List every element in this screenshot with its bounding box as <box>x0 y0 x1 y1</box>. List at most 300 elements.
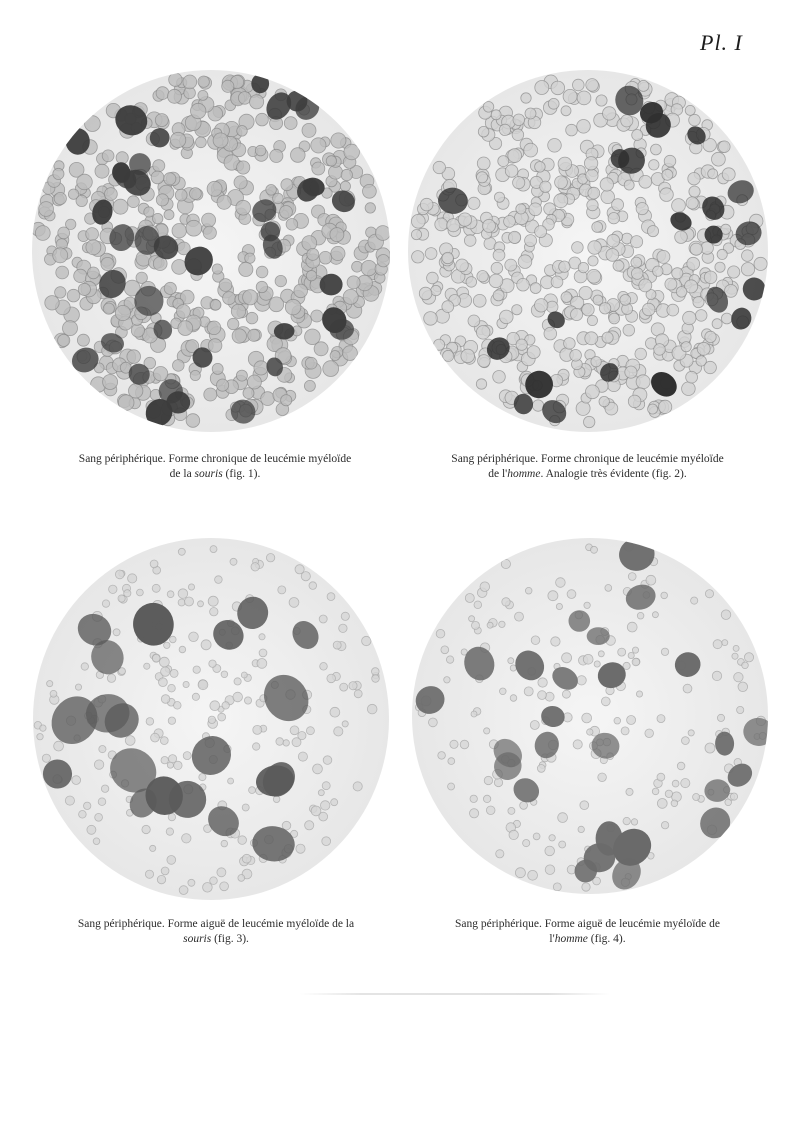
red-blood-cell <box>238 92 251 105</box>
red-blood-cell <box>198 601 204 607</box>
red-blood-cell <box>125 736 135 746</box>
red-blood-cell <box>606 249 619 262</box>
red-blood-cell <box>341 612 349 620</box>
red-blood-cell <box>39 202 54 217</box>
red-blood-cell <box>582 713 592 723</box>
red-blood-cell <box>326 156 336 166</box>
red-blood-cell <box>573 740 582 749</box>
red-blood-cell <box>559 261 570 272</box>
red-blood-cell <box>86 228 99 241</box>
red-blood-cell <box>178 589 188 599</box>
red-blood-cell <box>331 246 345 260</box>
red-blood-cell <box>198 680 208 690</box>
red-blood-cell <box>179 886 188 895</box>
red-blood-cell <box>586 79 599 92</box>
red-blood-cell <box>583 654 593 664</box>
red-blood-cell <box>311 138 326 153</box>
red-blood-cell <box>353 782 362 791</box>
leukocyte <box>548 662 582 694</box>
red-blood-cell <box>682 382 696 396</box>
red-blood-cell <box>341 169 352 180</box>
red-blood-cell <box>638 80 649 91</box>
red-blood-cell <box>689 114 701 126</box>
red-blood-cell <box>223 292 236 305</box>
red-blood-cell <box>681 779 690 788</box>
red-blood-cell <box>160 737 168 745</box>
red-blood-cell <box>478 126 489 137</box>
red-blood-cell <box>35 226 50 241</box>
red-blood-cell <box>548 139 562 153</box>
red-blood-cell <box>182 834 191 843</box>
red-blood-cell <box>631 236 643 248</box>
red-blood-cell <box>564 338 576 350</box>
micrograph-fig-4-cells <box>412 538 768 894</box>
red-blood-cell <box>545 846 555 856</box>
red-blood-cell <box>704 271 717 284</box>
red-blood-cell <box>266 554 274 562</box>
red-blood-cell <box>649 160 659 170</box>
leukocyte <box>256 756 301 803</box>
red-blood-cell <box>76 195 87 206</box>
red-blood-cell <box>715 262 725 272</box>
caption-fig-3-species: souris <box>183 933 212 945</box>
red-blood-cell <box>571 308 583 320</box>
red-blood-cell <box>712 152 726 166</box>
red-blood-cell <box>613 260 624 271</box>
red-blood-cell <box>632 130 643 141</box>
red-blood-cell <box>367 704 377 714</box>
red-blood-cell <box>221 671 228 678</box>
red-blood-cell <box>78 283 90 295</box>
red-blood-cell <box>306 727 314 735</box>
red-blood-cell <box>690 243 702 255</box>
red-blood-cell <box>701 242 714 255</box>
red-blood-cell <box>614 717 621 724</box>
red-blood-cell <box>283 740 289 746</box>
red-blood-cell <box>157 875 165 883</box>
red-blood-cell <box>468 315 480 327</box>
red-blood-cell <box>708 169 718 179</box>
red-blood-cell <box>273 193 284 204</box>
red-blood-cell <box>203 226 216 239</box>
red-blood-cell <box>280 206 293 219</box>
red-blood-cell <box>217 868 226 877</box>
leukocyte <box>729 305 755 332</box>
red-blood-cell <box>191 103 206 118</box>
red-blood-cell <box>312 162 325 175</box>
red-blood-cell <box>228 318 239 329</box>
red-blood-cell <box>515 612 524 621</box>
red-blood-cell <box>521 93 531 103</box>
red-blood-cell <box>508 658 514 664</box>
red-blood-cell <box>294 284 308 298</box>
red-blood-cell <box>628 395 641 408</box>
red-blood-cell <box>42 754 50 762</box>
red-blood-cell <box>306 271 316 281</box>
red-blood-cell <box>588 256 598 266</box>
red-blood-cell <box>599 303 610 314</box>
red-blood-cell <box>65 796 74 805</box>
red-blood-cell <box>632 658 640 666</box>
red-blood-cell <box>150 845 156 851</box>
red-blood-cell <box>572 242 584 254</box>
red-blood-cell <box>562 690 570 698</box>
red-blood-cell <box>167 591 174 598</box>
red-blood-cell <box>144 207 154 217</box>
red-blood-cell <box>582 883 590 891</box>
micrograph-fig-1-cells <box>32 70 390 432</box>
red-blood-cell <box>320 663 328 671</box>
red-blood-cell <box>608 213 619 224</box>
red-blood-cell <box>464 235 476 247</box>
red-blood-cell <box>81 663 88 670</box>
leukocyte <box>255 666 318 730</box>
red-blood-cell <box>508 807 515 814</box>
red-blood-cell <box>635 348 647 360</box>
red-blood-cell <box>210 546 217 553</box>
red-blood-cell <box>222 80 234 92</box>
red-blood-cell <box>486 806 495 815</box>
red-blood-cell <box>530 721 539 730</box>
red-blood-cell <box>651 144 662 155</box>
red-blood-cell <box>607 234 620 247</box>
red-blood-cell <box>58 334 70 346</box>
red-blood-cell <box>153 160 165 172</box>
red-blood-cell <box>322 782 330 790</box>
red-blood-cell <box>212 264 222 274</box>
red-blood-cell <box>646 575 656 585</box>
red-blood-cell <box>559 841 566 848</box>
red-blood-cell <box>99 746 106 753</box>
caption-fig-2-line1: Sang périphérique. Forme chronique de leucémie myéloïde <box>451 453 724 465</box>
red-blood-cell <box>652 612 658 618</box>
leukocyte <box>623 581 659 614</box>
red-blood-cell <box>621 727 629 735</box>
red-blood-cell <box>688 173 700 185</box>
red-blood-cell <box>686 371 698 383</box>
red-blood-cell <box>484 776 492 784</box>
red-blood-cell <box>298 752 307 761</box>
red-blood-cell <box>281 179 293 191</box>
red-blood-cell <box>549 835 555 841</box>
red-blood-cell <box>637 612 644 619</box>
red-blood-cell <box>578 262 588 272</box>
red-blood-cell <box>631 257 642 268</box>
red-blood-cell <box>436 629 445 638</box>
red-blood-cell <box>471 711 477 717</box>
red-blood-cell <box>516 339 527 350</box>
red-blood-cell <box>47 681 53 687</box>
red-blood-cell <box>53 168 64 179</box>
micrograph-fig-2 <box>408 70 768 432</box>
red-blood-cell <box>204 388 217 401</box>
red-blood-cell <box>599 396 609 406</box>
red-blood-cell <box>636 203 648 215</box>
red-blood-cell <box>234 176 247 189</box>
red-blood-cell <box>524 687 533 696</box>
red-blood-cell <box>628 652 634 658</box>
red-blood-cell <box>501 559 510 568</box>
red-blood-cell <box>642 303 655 316</box>
red-blood-cell <box>705 743 715 753</box>
red-blood-cell <box>533 833 540 840</box>
red-blood-cell <box>77 174 93 190</box>
red-blood-cell <box>323 756 332 765</box>
red-blood-cell <box>129 384 143 398</box>
red-blood-cell <box>525 108 536 119</box>
red-blood-cell <box>245 253 255 263</box>
red-blood-cell <box>291 148 306 163</box>
red-blood-cell <box>513 114 525 126</box>
red-blood-cell <box>476 379 486 389</box>
red-blood-cell <box>742 662 749 669</box>
red-blood-cell <box>665 278 677 290</box>
red-blood-cell <box>103 375 118 390</box>
red-blood-cell <box>189 632 199 642</box>
red-blood-cell <box>420 198 433 211</box>
red-blood-cell <box>618 648 626 656</box>
red-blood-cell <box>531 636 540 645</box>
red-blood-cell <box>505 165 518 178</box>
red-blood-cell <box>363 184 377 198</box>
red-blood-cell <box>483 795 490 802</box>
red-blood-cell <box>612 199 624 211</box>
leukocyte <box>616 538 658 574</box>
red-blood-cell <box>172 224 186 238</box>
red-blood-cell <box>302 236 317 251</box>
red-blood-cell <box>244 697 251 704</box>
red-blood-cell <box>491 110 501 120</box>
red-blood-cell <box>144 663 150 669</box>
red-blood-cell <box>185 597 194 606</box>
red-blood-cell <box>553 883 561 891</box>
red-blood-cell <box>538 678 547 687</box>
red-blood-cell <box>470 809 479 818</box>
red-blood-cell <box>190 188 202 200</box>
red-blood-cell <box>535 162 546 173</box>
red-blood-cell <box>168 684 176 692</box>
red-blood-cell <box>660 188 674 202</box>
red-blood-cell <box>661 822 668 829</box>
red-blood-cell <box>419 287 432 300</box>
red-blood-cell <box>648 404 658 414</box>
caption-fig-3-line1: Sang périphérique. Forme aiguë de leucémie myéloïde de la <box>77 918 355 930</box>
red-blood-cell <box>556 603 562 609</box>
red-blood-cell <box>647 226 658 237</box>
red-blood-cell <box>538 691 547 700</box>
red-blood-cell <box>476 326 490 340</box>
red-blood-cell <box>164 173 176 185</box>
leukocyte <box>646 367 682 402</box>
red-blood-cell <box>228 778 234 784</box>
red-blood-cell <box>742 250 754 262</box>
red-blood-cell <box>693 297 704 308</box>
caption-fig-2-pre: de l' <box>488 468 508 480</box>
red-blood-cell <box>236 370 247 381</box>
red-blood-cell <box>588 187 600 199</box>
red-blood-cell <box>693 794 700 801</box>
red-blood-cell <box>237 126 248 137</box>
red-blood-cell <box>164 642 170 648</box>
red-blood-cell <box>441 646 449 654</box>
red-blood-cell <box>623 324 635 336</box>
red-blood-cell <box>498 156 509 167</box>
leukocyte <box>287 616 324 654</box>
red-blood-cell <box>587 269 601 283</box>
red-blood-cell <box>412 251 424 263</box>
red-blood-cell <box>577 676 586 685</box>
red-blood-cell <box>218 713 226 721</box>
red-blood-cell <box>487 622 493 628</box>
red-blood-cell <box>636 375 650 389</box>
caption-fig-3-tail: (fig. 3). <box>211 933 249 945</box>
red-blood-cell <box>661 648 668 655</box>
red-blood-cell <box>435 218 448 231</box>
red-blood-cell <box>255 145 266 156</box>
red-blood-cell <box>689 186 700 197</box>
red-blood-cell <box>591 546 598 553</box>
micrograph-fig-4 <box>412 538 768 894</box>
red-blood-cell <box>477 157 490 170</box>
red-blood-cell <box>672 268 683 279</box>
leukocyte <box>741 715 768 748</box>
caption-fig-1 <box>30 452 400 482</box>
red-blood-cell <box>443 350 454 361</box>
red-blood-cell <box>427 272 439 284</box>
red-blood-cell <box>681 342 691 352</box>
red-blood-cell <box>275 275 286 286</box>
red-blood-cell <box>365 203 375 213</box>
red-blood-cell <box>628 573 636 581</box>
red-blood-cell <box>281 395 292 406</box>
red-blood-cell <box>319 251 332 264</box>
red-blood-cell <box>730 793 737 800</box>
red-blood-cell <box>203 883 213 893</box>
red-blood-cell <box>530 283 541 294</box>
caption-fig-1-species: souris <box>194 468 223 480</box>
red-blood-cell <box>677 762 685 770</box>
red-blood-cell <box>166 828 173 835</box>
red-blood-cell <box>631 819 637 825</box>
red-blood-cell <box>376 226 391 241</box>
red-blood-cell <box>169 73 182 86</box>
leukocyte <box>694 802 736 844</box>
red-blood-cell <box>515 868 525 878</box>
red-blood-cell <box>327 593 335 601</box>
red-blood-cell <box>53 248 68 263</box>
red-blood-cell <box>473 294 486 307</box>
red-blood-cell <box>741 263 754 276</box>
red-blood-cell <box>190 370 200 380</box>
red-blood-cell <box>442 301 454 313</box>
red-blood-cell <box>131 324 144 337</box>
red-blood-cell <box>217 195 231 209</box>
red-blood-cell <box>98 798 106 806</box>
red-blood-cell <box>600 178 613 191</box>
red-blood-cell <box>623 817 630 824</box>
red-blood-cell <box>161 695 170 704</box>
red-blood-cell <box>266 185 277 196</box>
red-blood-cell <box>461 349 475 363</box>
red-blood-cell <box>636 691 642 697</box>
red-blood-cell <box>103 303 114 314</box>
red-blood-cell <box>236 200 251 215</box>
red-blood-cell <box>74 269 87 282</box>
red-blood-cell <box>282 821 291 830</box>
red-blood-cell <box>343 346 358 361</box>
red-blood-cell <box>362 636 371 645</box>
red-blood-cell <box>582 304 594 316</box>
red-blood-cell <box>239 262 253 276</box>
red-blood-cell <box>657 250 670 263</box>
red-blood-cell <box>210 701 220 711</box>
red-blood-cell <box>444 677 450 683</box>
red-blood-cell <box>499 621 505 627</box>
red-blood-cell <box>494 192 504 202</box>
red-blood-cell <box>524 143 538 157</box>
red-blood-cell <box>113 629 120 636</box>
red-blood-cell <box>321 801 330 810</box>
red-blood-cell <box>170 132 185 147</box>
red-blood-cell <box>529 203 542 216</box>
caption-fig-2-species: homme <box>507 468 541 480</box>
caption-fig-4 <box>410 917 765 947</box>
red-blood-cell <box>105 188 118 201</box>
red-blood-cell <box>296 844 305 853</box>
red-blood-cell <box>621 115 633 127</box>
red-blood-cell <box>639 279 652 292</box>
red-blood-cell <box>207 181 222 196</box>
red-blood-cell <box>509 231 521 243</box>
red-blood-cell <box>577 120 591 134</box>
red-blood-cell <box>535 81 549 95</box>
red-blood-cell <box>431 285 441 295</box>
leukocyte <box>148 126 172 149</box>
red-blood-cell <box>601 697 610 706</box>
leukocyte <box>740 274 768 303</box>
red-blood-cell <box>577 91 591 105</box>
red-blood-cell <box>562 653 572 663</box>
red-blood-cell <box>448 783 455 790</box>
red-blood-cell <box>500 310 514 324</box>
red-blood-cell <box>175 189 187 201</box>
red-blood-cell <box>561 292 572 303</box>
red-blood-cell <box>466 277 477 288</box>
red-blood-cell <box>314 342 328 356</box>
red-blood-cell <box>174 761 182 769</box>
red-blood-cell <box>535 299 548 312</box>
red-blood-cell <box>474 601 482 609</box>
red-blood-cell <box>598 651 604 657</box>
red-blood-cell <box>289 598 299 608</box>
red-blood-cell <box>253 725 262 734</box>
red-blood-cell <box>372 675 380 683</box>
red-blood-cell <box>319 615 327 623</box>
red-blood-cell <box>93 838 100 845</box>
red-blood-cell <box>276 738 284 746</box>
red-blood-cell <box>186 220 202 236</box>
red-blood-cell <box>738 682 748 692</box>
red-blood-cell <box>602 332 613 343</box>
red-blood-cell <box>576 401 590 415</box>
red-blood-cell <box>213 133 228 148</box>
red-blood-cell <box>193 666 200 673</box>
red-blood-cell <box>243 290 258 305</box>
red-blood-cell <box>256 113 269 126</box>
red-blood-cell <box>596 95 607 106</box>
red-blood-cell <box>220 882 229 891</box>
red-blood-cell <box>548 591 558 601</box>
